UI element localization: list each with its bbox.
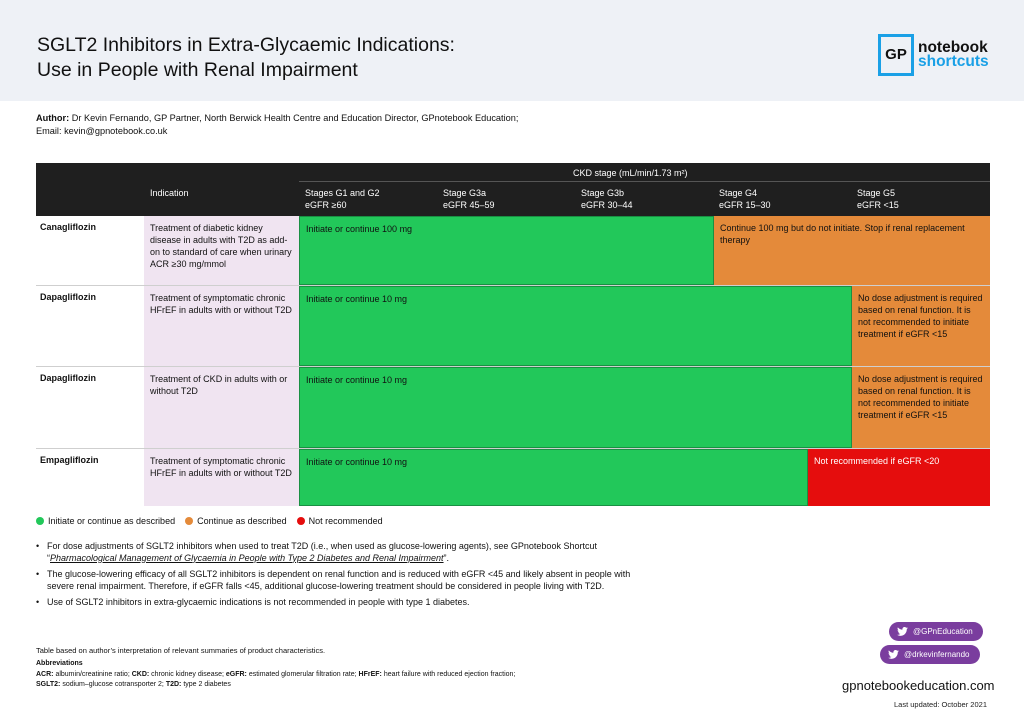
indication-cell: Treatment of CKD in adults with or without T2D (144, 367, 299, 448)
author-email[interactable]: Email: kevin@gpnotebook.co.uk (36, 125, 168, 136)
legend-item-green (36, 516, 175, 526)
drug-name: Dapagliflozin (40, 373, 96, 383)
abbr-key: CKD: (131, 670, 150, 678)
abbr-key: eGFR: (225, 670, 247, 678)
twitter-handle: @GPnEducation (913, 627, 973, 636)
orange-dose-cell: No dose adjustment is required based on renal function. It is not recommended to initiate treatment if eGFR <15 (852, 286, 990, 366)
author-label: Author: (36, 113, 70, 123)
legend-item-red (297, 516, 383, 526)
abbr-value: sodium–glucose cotransporter 2; (60, 681, 166, 688)
abbr-key: T2D: (165, 681, 182, 688)
header-divider (299, 181, 990, 182)
abbreviations (36, 659, 596, 691)
drug-name: Canagliflozin (40, 222, 96, 232)
indication-cell: Treatment of diabetic kidney disease in adults with T2D as add-on to standard of care when urinary ACR ≥30 mg/mmol (144, 216, 299, 285)
twitter-gpneducation-button[interactable] (889, 622, 983, 641)
note-text: For dose adjustments of SGLT2 inhibitors when used to treat T2D (i.e., when used as glucose-lowering agents), see GPnotebook Shortcut “ (47, 541, 597, 563)
table-row (36, 216, 990, 285)
red-dot-icon (297, 517, 305, 525)
twitter-icon (897, 627, 908, 636)
abbreviations-line-1 (36, 670, 596, 681)
stage-g3b-header (581, 187, 633, 211)
green-dose-cell: Initiate or continue 10 mg (299, 367, 852, 448)
stage-name: Stages G1 and G2 (305, 188, 380, 198)
author-info (36, 112, 656, 137)
logo-badge: GP (878, 34, 914, 76)
abbreviations-title: Abbreviations (36, 660, 83, 667)
drug-name: Dapagliflozin (40, 292, 96, 302)
dosing-table (36, 163, 990, 506)
orange-dose-cell: Continue 100 mg but do not initiate. Stop if renal replacement therapy (714, 216, 990, 285)
stage-g1-g2-header (305, 187, 380, 211)
abbr-key: ACR: (36, 670, 54, 678)
note-item: • The glucose-lowering efficacy of all SGLT2 inhibitors is dependent on renal function and is reduced with eGFR <45 and likely absent in people with severe renal impairment. Therefore, if eGFR falls <45, additional glucose-lowering treatment should be considered in people living with T2D. (36, 569, 636, 592)
abbr-value: estimated glomerular filtration rate; (246, 670, 359, 678)
abbr-value: heart failure with reduced ejection fraction; (381, 670, 516, 678)
author-text: Dr Kevin Fernando, GP Partner, North Berwick Health Centre and Education Director, GPnotebook Education; (69, 113, 519, 123)
abbr-value: chronic kidney disease; (149, 670, 226, 678)
legend-label: Continue as described (197, 516, 287, 526)
logo-wordmark (918, 38, 989, 70)
red-dose-cell: Not recommended if eGFR <20 (808, 449, 990, 506)
stage-name: Stage G5 (857, 188, 896, 198)
abbr-key: HFrEF: (358, 670, 382, 678)
indication-cell: Treatment of symptomatic chronic HFrEF in adults with or without T2D (144, 286, 299, 366)
stage-egfr: eGFR 30–44 (581, 200, 633, 210)
legend-label: Initiate or continue as described (48, 516, 176, 526)
abbr-key: SGLT2: (36, 681, 61, 688)
stage-g4-header (719, 187, 771, 211)
logo-line-1: notebook (918, 38, 988, 56)
page-title (37, 33, 455, 83)
indication-header: Indication (150, 188, 189, 198)
note-item (36, 541, 636, 564)
stage-egfr: eGFR 45–59 (443, 200, 495, 210)
logo-line-2: shortcuts (918, 52, 989, 70)
green-dose-cell: Initiate or continue 100 mg (299, 216, 714, 285)
legend-item-orange (185, 516, 287, 526)
abbr-value: type 2 diabetes (181, 681, 231, 688)
stage-g3a-header (443, 187, 495, 211)
orange-dose-cell: No dose adjustment is required based on renal function. It is not recommended to initiate treatment if eGFR <15 (852, 367, 990, 448)
title-line-2: Use in People with Renal Impairment (37, 59, 358, 81)
shortcut-link[interactable]: Pharmacological Management of Glycaemia in People with Type 2 Diabetes and Renal Impairment (50, 552, 444, 563)
orange-dot-icon (185, 517, 193, 525)
green-dose-cell: Initiate or continue 10 mg (299, 449, 808, 506)
gpnotebook-logo[interactable] (878, 33, 989, 76)
table-row (36, 286, 990, 366)
notes-list (36, 541, 636, 614)
website-link[interactable]: gpnotebookeducation.com (842, 678, 995, 693)
table-row (36, 367, 990, 448)
title-line-1: SGLT2 Inhibitors in Extra-Glycaemic Indications: (37, 34, 455, 56)
drug-name: Empagliflozin (40, 455, 99, 465)
ckd-stage-header: CKD stage (mL/min/1.73 m²) (573, 168, 688, 178)
twitter-icon (888, 650, 899, 659)
indication-cell: Treatment of symptomatic chronic HFrEF in adults with or without T2D (144, 449, 299, 506)
stage-name: Stage G4 (719, 188, 758, 198)
legend-label: Not recommended (308, 516, 383, 526)
header-band (0, 0, 1024, 101)
stage-egfr: eGFR 15–30 (719, 200, 771, 210)
note-item: • Use of SGLT2 inhibitors in extra-glycaemic indications is not recommended in people with type 1 diabetes. (36, 597, 636, 609)
color-legend (36, 516, 393, 526)
table-basis-note: Table based on author’s interpretation of relevant summaries of product characteristics. (36, 646, 326, 655)
note-text: ”. (443, 552, 450, 563)
stage-egfr: eGFR ≥60 (305, 200, 347, 210)
abbreviations-line-2 (36, 680, 596, 691)
twitter-drkevinfernando-button[interactable] (880, 645, 980, 664)
stage-name: Stage G3a (443, 188, 487, 198)
green-dose-cell: Initiate or continue 10 mg (299, 286, 852, 366)
stage-name: Stage G3b (581, 188, 625, 198)
twitter-handle: @drkevinfernando (904, 650, 970, 659)
stage-g5-header (857, 187, 899, 211)
table-row (36, 449, 990, 506)
last-updated: Last updated: October 2021 (894, 700, 987, 709)
table-header (36, 163, 990, 216)
stage-egfr: eGFR <15 (857, 200, 899, 210)
abbr-value: albumin/creatinine ratio; (53, 670, 132, 678)
green-dot-icon (36, 517, 44, 525)
